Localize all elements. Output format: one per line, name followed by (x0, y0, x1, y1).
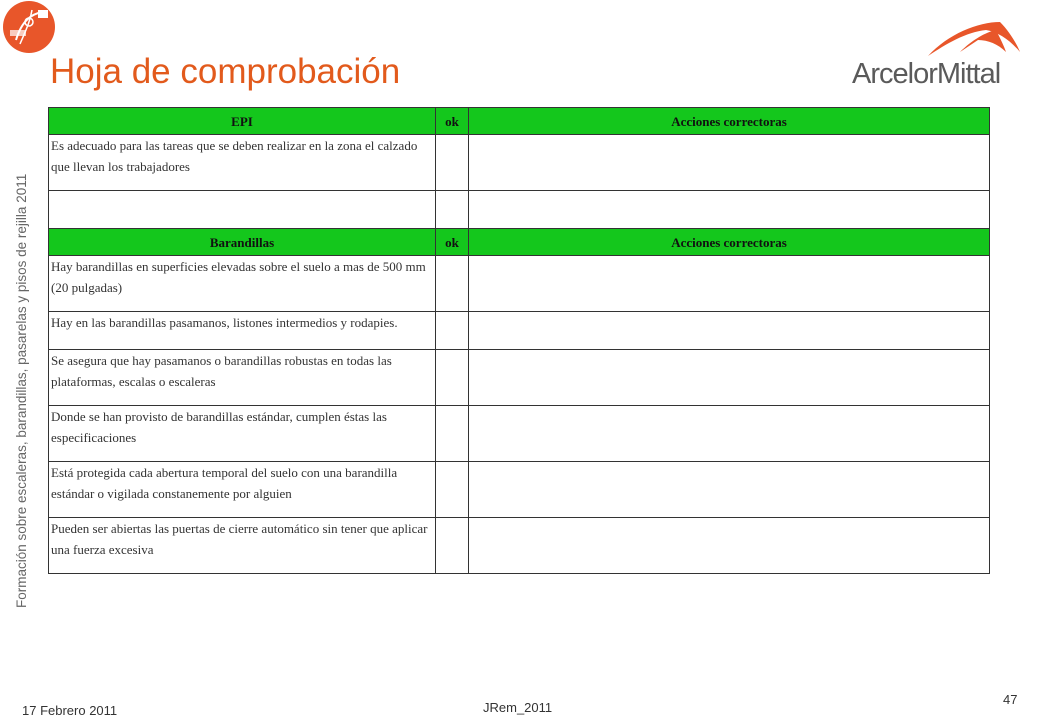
table-row (49, 135, 990, 191)
table-row (49, 191, 990, 229)
check-item-text: Está protegida cada abertura temporal del suelo con una barandilla estándar o vigilada constanemente por alguien (49, 462, 436, 518)
course-title-vertical: Formación sobre escaleras, barandillas, pasarelas y pisos de rejilla 2011 (14, 173, 29, 608)
check-item-text: Es adecuado para las tareas que se deben realizar en la zona el calzado que llevan los trabajadores (49, 135, 436, 191)
barandillas-header-item: Barandillas (49, 229, 436, 256)
brand-name: ArcelorMittal (852, 58, 1001, 90)
ok-cell[interactable] (436, 518, 469, 574)
table-row (49, 256, 990, 312)
corrective-action-cell[interactable] (469, 518, 990, 574)
table-row (49, 312, 990, 350)
footer-author: JRem_2011 (483, 700, 553, 715)
table-row (49, 462, 990, 518)
epi-header-row (49, 108, 990, 135)
ok-cell[interactable] (436, 406, 469, 462)
ok-cell[interactable] (436, 191, 469, 229)
page-title: Hoja de comprobación (50, 52, 401, 91)
barandillas-header-actions: Acciones correctoras (469, 229, 990, 256)
epi-header-item: EPI (49, 108, 436, 135)
check-item-text: Pueden ser abiertas las puertas de cierre automático sin tener que aplicar una fuerza excesiva (49, 518, 436, 574)
page-number: 47 (1003, 692, 1018, 707)
arcelormittal-swoosh-icon (848, 18, 1024, 58)
checklist-table (48, 107, 990, 574)
ok-cell[interactable] (436, 350, 469, 406)
ok-cell[interactable] (436, 256, 469, 312)
check-item-text: Se asegura que hay pasamanos o barandillas robustas en todas las plataformas, escalas o escaleras (49, 350, 436, 406)
barandillas-header-ok: ok (436, 229, 469, 256)
ok-cell[interactable] (436, 312, 469, 350)
corrective-action-cell[interactable] (469, 350, 990, 406)
ok-cell[interactable] (436, 462, 469, 518)
corrective-action-cell[interactable] (469, 191, 990, 229)
training-badge-logo (2, 0, 56, 54)
table-row (49, 406, 990, 462)
epi-header-ok: ok (436, 108, 469, 135)
brand-logo (848, 18, 1024, 94)
check-item-text: Donde se han provisto de barandillas estándar, cumplen éstas las especificaciones (49, 406, 436, 462)
epi-header-actions: Acciones correctoras (469, 108, 990, 135)
check-item-text: Hay en las barandillas pasamanos, listones intermedios y rodapies. (49, 312, 436, 350)
table-row (49, 350, 990, 406)
ok-cell[interactable] (436, 135, 469, 191)
corrective-action-cell[interactable] (469, 462, 990, 518)
check-item-text: Hay barandillas en superficies elevadas sobre el suelo a mas de 500 mm (20 pulgadas) (49, 256, 436, 312)
footer-date: 17 Febrero 2011 (22, 703, 118, 718)
table-row (49, 518, 990, 574)
barandillas-header-row (49, 229, 990, 256)
corrective-action-cell[interactable] (469, 406, 990, 462)
corrective-action-cell[interactable] (469, 312, 990, 350)
check-item-text (49, 191, 436, 229)
corrective-action-cell[interactable] (469, 135, 990, 191)
corrective-action-cell[interactable] (469, 256, 990, 312)
